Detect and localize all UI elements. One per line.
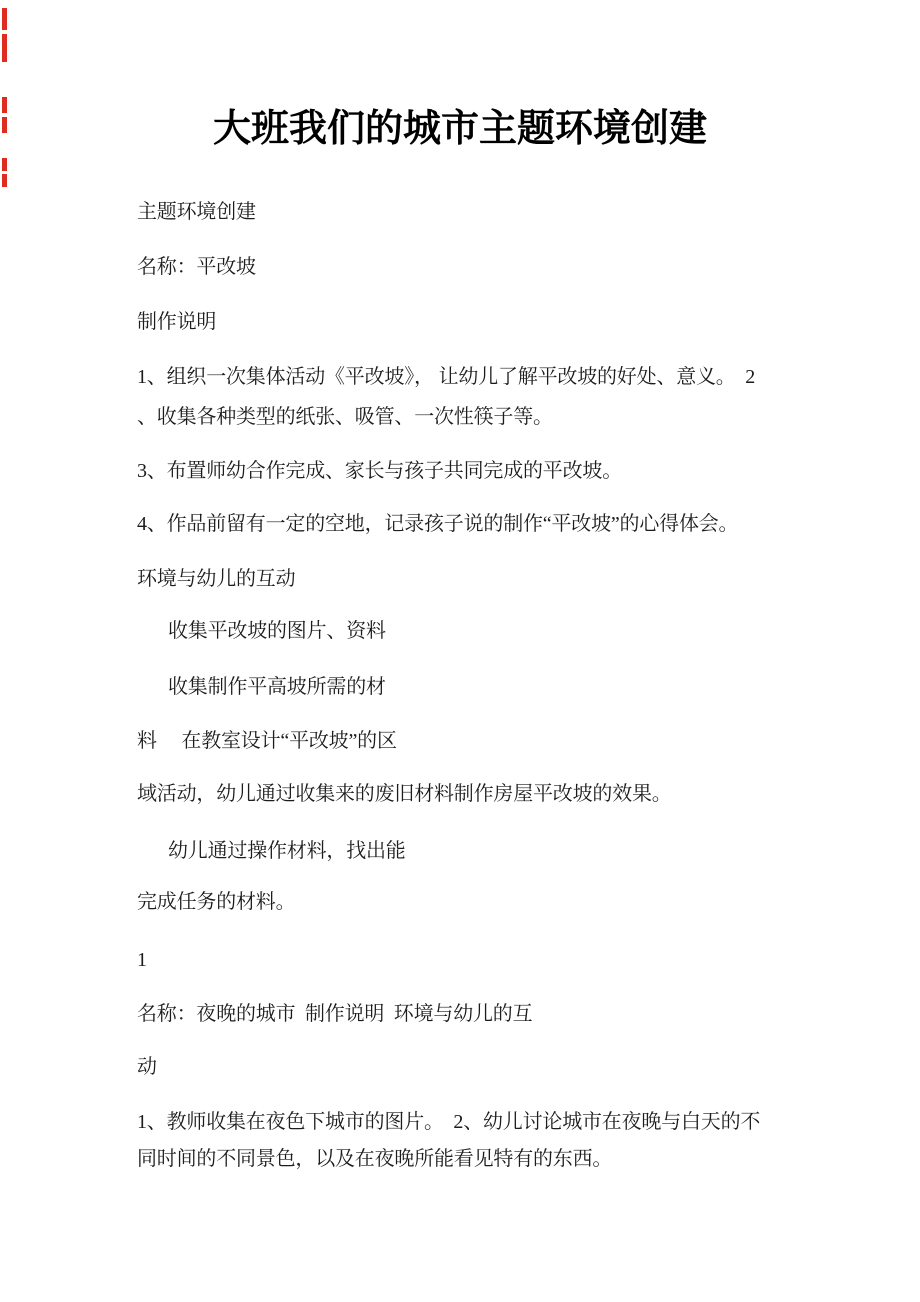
- paragraph: 1、组织一次集体活动《平改坡》， 让幼儿了解平改坡的好处、意义。 2: [137, 366, 755, 388]
- paragraph: 主题环境创建: [137, 201, 256, 223]
- red-edge-mark: [2, 34, 7, 62]
- paragraph: 收集制作平高坡所需的材: [168, 676, 386, 698]
- paragraph: 幼儿通过操作材料，找出能: [168, 840, 406, 862]
- paragraph: 同时间的不同景色，以及在夜晚所能看见特有的东西。: [137, 1148, 613, 1170]
- paragraph: 名称：夜晚的城市 制作说明 环境与幼儿的互: [137, 1003, 533, 1025]
- red-edge-mark: [2, 158, 7, 171]
- page-title: 大班我们的城市主题环境创建: [212, 108, 707, 150]
- paragraph: 1、教师收集在夜色下城市的图片。 2、幼儿讨论城市在夜晚与白天的不: [137, 1111, 761, 1133]
- page-number: 1: [137, 949, 147, 971]
- paragraph: 完成任务的材料。: [137, 891, 296, 913]
- paragraph: 环境与幼儿的互动: [137, 568, 296, 590]
- paragraph: 制作说明: [137, 311, 217, 333]
- paragraph: 、收集各种类型的纸张、吸管、一次性筷子等。: [137, 406, 553, 428]
- paragraph: 料 在教室设计“平改坡”的区: [137, 730, 397, 752]
- paragraph: 名称：平改坡: [137, 256, 256, 278]
- paragraph: 域活动，幼儿通过收集来的废旧材料制作房屋平改坡的效果。: [137, 783, 672, 805]
- paragraph: 收集平改坡的图片、资料: [168, 620, 386, 642]
- paragraph: 动: [137, 1056, 157, 1078]
- paragraph: 3、布置师幼合作完成、家长与孩子共同完成的平改坡。: [137, 460, 622, 482]
- paragraph: 4、作品前留有一定的空地，记录孩子说的制作“平改坡”的心得体会。: [137, 513, 739, 535]
- red-edge-mark: [2, 8, 7, 30]
- red-edge-mark: [2, 174, 7, 187]
